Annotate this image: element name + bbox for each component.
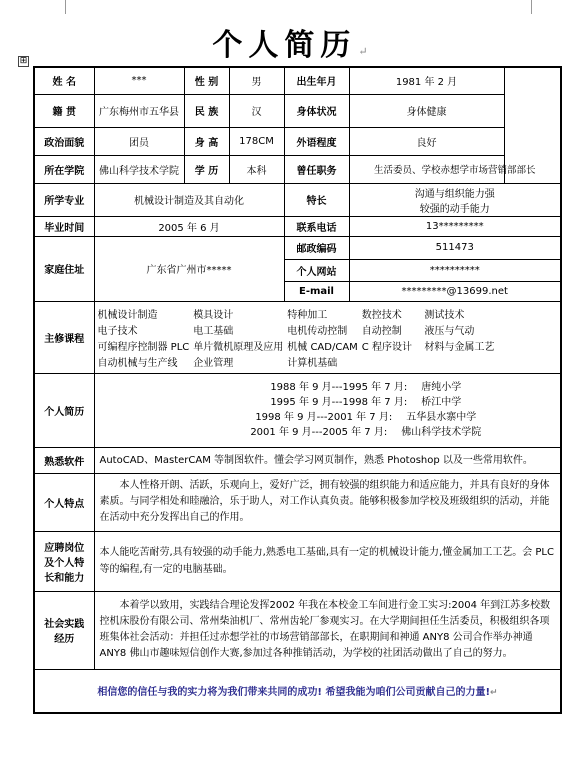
school-label: 所在学院 [34, 155, 94, 183]
table-move-handle-icon[interactable]: ⊞ [19, 56, 28, 66]
paragraph-mark-icon: ↵ [358, 45, 368, 58]
political-value[interactable]: 团员 [94, 127, 184, 155]
ability-label-line: 长和能力 [44, 572, 85, 584]
major-value[interactable]: 机械设计制造及其自动化 [94, 183, 284, 216]
software-label: 熟悉软件 [34, 447, 94, 473]
course-item: 企业管理 [193, 357, 234, 369]
ability-value[interactable]: 本人能吃苦耐劳,具有较强的动手能力,熟悉电工基础,具有一定的机械设计能力,懂金属加工工艺。会 PLC 等的编程,有一定的电脑基础。 [94, 531, 561, 591]
course-item: 自动机械与生产线 [97, 357, 178, 369]
health-value[interactable]: 身体健康 [349, 94, 504, 127]
course-item: 特种加工 [287, 309, 328, 321]
gender-value[interactable]: 男 [229, 67, 284, 94]
foreign-value[interactable]: 良好 [349, 127, 504, 155]
practice-label-line: 社会实践 [44, 619, 85, 630]
history-period: 1988 年 9 月---1995 年 7 月: [270, 382, 408, 393]
position-label: 曾任职务 [284, 155, 349, 183]
row-native [34, 94, 561, 127]
phone-label: 联系电话 [284, 216, 349, 236]
grad-label: 毕业时间 [34, 216, 94, 236]
address-label: 家庭住址 [34, 236, 94, 301]
course-item: 模具设计 [193, 309, 234, 321]
history-row [175, 410, 558, 425]
grad-value[interactable]: 2005 年 6 月 [94, 216, 284, 236]
history-period: 2001 年 9 月---2005 年 7 月: [250, 427, 388, 438]
strength-value[interactable] [349, 183, 561, 216]
row-major [34, 183, 561, 216]
course-item: 可编程序控制器 PLC [97, 341, 190, 353]
courses-grid [98, 306, 558, 369]
row-political [34, 127, 561, 155]
degree-label: 学 历 [184, 155, 229, 183]
history-period: 1998 年 9 月---2001 年 7 月: [255, 412, 393, 423]
course-item: 数控技术 [361, 309, 402, 321]
course-item: 电子技术 [97, 325, 138, 337]
ability-label-line: 及个人特 [44, 557, 85, 569]
row-closing [34, 669, 561, 713]
closing-statement[interactable] [34, 669, 561, 713]
history-label: 个人简历 [34, 373, 94, 447]
ethnic-value[interactable]: 汉 [229, 94, 284, 127]
row-grad [34, 216, 561, 236]
history-cell[interactable] [94, 373, 561, 447]
course-item: 液压与气动 [424, 325, 475, 337]
page-title [0, 20, 580, 64]
strength-line: 较强的动手能力 [419, 203, 490, 215]
row-traits [34, 473, 561, 531]
row-name [34, 67, 561, 94]
foreign-label: 外语程度 [284, 127, 349, 155]
history-row [175, 380, 558, 395]
courses-label: 主修课程 [34, 301, 94, 373]
phone-value[interactable]: 13********* [349, 216, 561, 236]
row-school [34, 155, 561, 183]
history-row [175, 395, 558, 410]
health-label: 身体状况 [284, 94, 349, 127]
row-history [34, 373, 561, 447]
course-item [498, 322, 557, 337]
course-item: 计算机基础 [287, 357, 338, 369]
course-item [362, 354, 421, 369]
course-item: C 程序设计 [361, 341, 412, 353]
course-item [424, 354, 494, 369]
gender-label: 性 别 [184, 67, 229, 94]
position-value[interactable]: 生活委员、学校赤想学市场营销部部长 [349, 155, 561, 183]
history-row [175, 425, 558, 440]
course-item: 电机传动控制 [287, 325, 348, 337]
height-value[interactable]: 178CM [229, 127, 284, 155]
page-corner-mark [65, 0, 80, 14]
history-school: 唐纯小学 [421, 382, 462, 393]
email-value[interactable]: *********@13699.net [349, 281, 561, 301]
row-postcode [34, 236, 561, 259]
course-item: 机械设计制造 [97, 309, 158, 321]
practice-value[interactable]: 本着学以致用，实践结合理论发挥2002 年我在本校金工车间进行金工实习:2004 年到江苏多校数控机床股份有限公司、常州柴油机厂、常州齿轮厂参观实习。在大学期间担任生活委员，积极组织各项班集体社会活动：并担任过赤想学社的市场营销部部长，在职期间和神通 ANY8 公司合作举办神通 ANY8 佛山市趣味短信创作大赛,参加过各种推销活动，为学校的社团活动做出了自己的努力。 [94, 591, 561, 669]
closing-text: 相信您的信任与我的实力将为我们带来共同的成功! 希望我能为咱们公司贡献自己的力量! [97, 687, 491, 699]
degree-value[interactable]: 本科 [229, 155, 284, 183]
traits-label: 个人特点 [34, 473, 94, 531]
website-label: 个人网站 [284, 259, 349, 281]
height-label: 身 高 [184, 127, 229, 155]
course-item: 自动控制 [361, 325, 402, 337]
course-item: 测试技术 [424, 309, 465, 321]
email-label: E-mail [284, 281, 349, 301]
birth-value[interactable]: 1981 年 2 月 [349, 67, 504, 94]
row-ability [34, 531, 561, 591]
page-corner-mark [517, 0, 532, 14]
history-school: 佛山科学技术学院 [401, 427, 482, 438]
ability-label [34, 531, 94, 591]
name-label: 姓 名 [34, 67, 94, 94]
course-item [498, 354, 557, 369]
address-value[interactable]: 广东省广州市***** [94, 236, 284, 301]
course-item: 电工基础 [193, 325, 234, 337]
course-item: 机械 CAD/CAM [287, 341, 358, 353]
course-item: 单片微机原理及应用 [193, 341, 284, 353]
title-text: 个人简历 [212, 28, 357, 63]
website-value[interactable]: ********** [349, 259, 561, 281]
strength-label: 特长 [284, 183, 349, 216]
major-label: 所学专业 [34, 183, 94, 216]
row-software [34, 447, 561, 473]
traits-value[interactable]: 本人性格开朗、活跃，乐观向上，爱好广泛，拥有较强的组织能力和适应能力，并具有良好的身体素质。与同学相处和睦融洽，乐于助人，对工作认真负责。能够积极参加学校及班级组织的活动，并能在活动中充分发挥出自己的作用。 [94, 473, 561, 531]
practice-label-line: 经历 [54, 634, 75, 645]
practice-label [34, 591, 94, 669]
history-period: 1995 年 9 月---1998 年 7 月: [270, 397, 408, 408]
history-school: 桥江中学 [421, 397, 462, 408]
paragraph-mark-icon: ↵ [490, 688, 498, 699]
resume-table [33, 66, 562, 714]
software-value[interactable]: AutoCAD、MasterCAM 等制图软件。懂会学习网页制作，熟悉 Photoshop 以及一些常用软件。 [94, 447, 561, 473]
row-practice [34, 591, 561, 669]
row-courses [34, 301, 561, 373]
course-item: 材料与金属工艺 [424, 341, 495, 353]
native-label: 籍 贯 [34, 94, 94, 127]
strength-line: 沟通与组织能力强 [414, 188, 495, 200]
name-value[interactable]: *** [94, 67, 184, 94]
birth-label: 出生年月 [284, 67, 349, 94]
history-school: 五华县水寨中学 [406, 412, 477, 423]
ethnic-label: 民 族 [184, 94, 229, 127]
postcode-label: 邮政编码 [284, 236, 349, 259]
political-label: 政治面貌 [34, 127, 94, 155]
school-value[interactable]: 佛山科学技术学院 [94, 155, 184, 183]
ability-label-line: 应聘岗位 [44, 542, 85, 554]
course-item [498, 338, 557, 353]
native-value[interactable]: 广东梅州市五华县 [94, 94, 184, 127]
postcode-value[interactable]: 511473 [349, 236, 561, 259]
courses-cell[interactable] [94, 301, 561, 373]
course-item [498, 306, 557, 321]
